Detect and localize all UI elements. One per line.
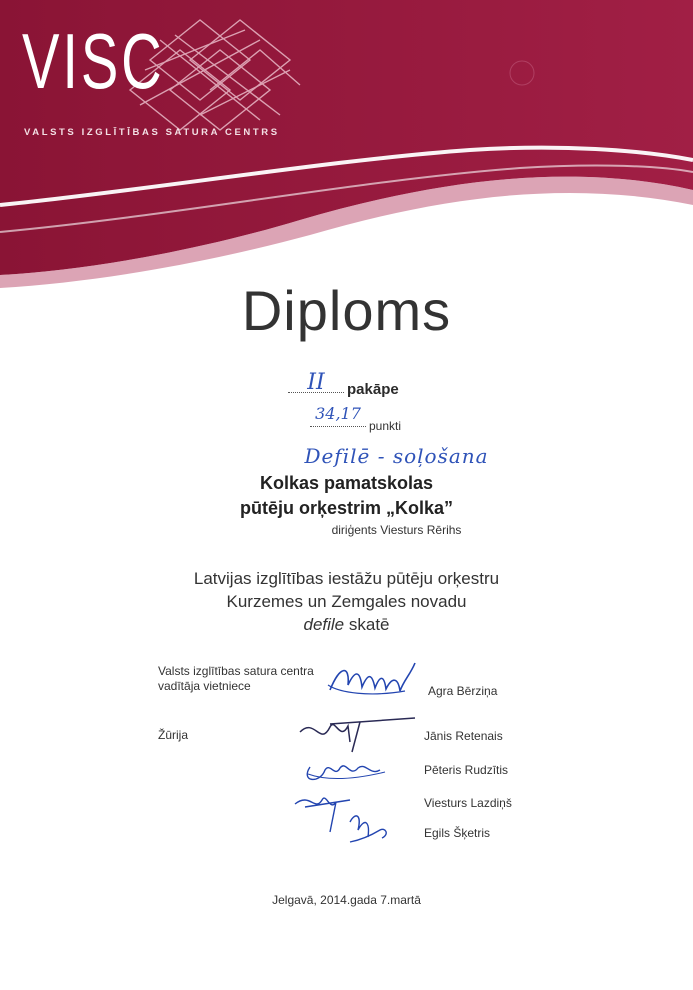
deputy-name: Agra Bērziņa bbox=[428, 684, 498, 698]
place-date: Jelgavā, 2014.gada 7.martā bbox=[272, 893, 421, 907]
points-label: punkti bbox=[369, 419, 402, 433]
degree-label: pakāpe bbox=[347, 381, 399, 398]
conductor: diriģents Viesturs Rērihs bbox=[331, 523, 462, 537]
recipient-line-2: pūtēju orķestrim „Kolka” bbox=[239, 498, 454, 518]
logo-subtitle: VALSTS IZGLĪTĪBAS SATURA CENTRS bbox=[24, 127, 280, 138]
category-handwritten: Defilē - soļošana bbox=[304, 444, 489, 468]
jury-member-4: Egils Šķetris bbox=[424, 826, 491, 840]
category-row bbox=[0, 444, 693, 468]
deputy-label-line-2: vadītāja vietniece bbox=[158, 679, 251, 693]
event-line-3 bbox=[0, 614, 693, 636]
jury-label: Žūrija bbox=[158, 728, 189, 742]
logo: VISC bbox=[22, 17, 165, 105]
points-dotted-line bbox=[310, 426, 366, 427]
event-line-3-rest: skatē bbox=[344, 615, 390, 634]
degree-value: II bbox=[307, 370, 325, 395]
event-line-2: Kurzemes un Zemgales novadu bbox=[226, 592, 467, 611]
jury-member-2: Pēteris Rudzītis bbox=[424, 763, 509, 777]
degree-dotted-line bbox=[288, 392, 344, 393]
jury-member-1: Jānis Retenais bbox=[424, 729, 503, 743]
jury-member-3: Viesturs Lazdiņš bbox=[424, 796, 512, 810]
deputy-label-line-1: Valsts izglītības satura centra bbox=[158, 664, 314, 678]
recipient-line-1: Kolkas pamatskolas bbox=[259, 473, 434, 493]
deputy-signature bbox=[320, 655, 420, 705]
event-line-1: Latvijas izglītības iestāžu pūtēju orķestru bbox=[193, 569, 500, 588]
header-band bbox=[0, 0, 693, 300]
deputy-label bbox=[158, 664, 314, 694]
points-value: 34,17 bbox=[315, 404, 361, 423]
diploma-title: Diploms bbox=[241, 279, 452, 342]
jury-signatures bbox=[290, 712, 420, 862]
event-defile-italic: defile bbox=[303, 615, 345, 634]
